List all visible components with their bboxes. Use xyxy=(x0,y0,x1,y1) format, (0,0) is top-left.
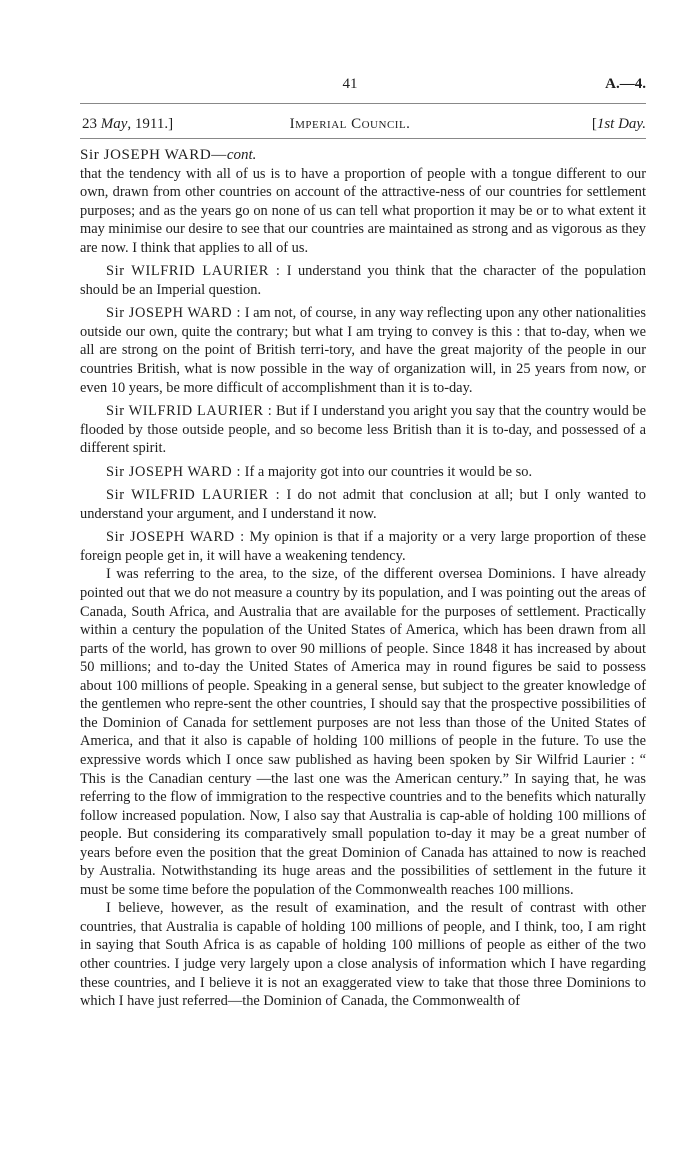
paragraph xyxy=(80,262,646,299)
header-council: Imperial Council. xyxy=(289,116,411,132)
header-rule-top xyxy=(80,103,646,104)
paragraph-text: My opinion is that if a majority or a very large proportion of these foreign people get in, it will have a weakening tendency. xyxy=(80,529,646,564)
speaker-name: Sir WILFRID LAURIER : xyxy=(106,263,281,280)
paragraph xyxy=(80,565,646,899)
paragraph-text: But if I understand you aright you say that the country would be flooded by those outside people, and so become less British than it is to-day, and possessed of a different spirit. xyxy=(80,403,647,457)
date-year: , 1911.] xyxy=(127,116,174,132)
speaker-name: Sir JOSEPH WARD : xyxy=(106,529,245,546)
paragraph xyxy=(80,463,646,482)
paragraph xyxy=(80,304,646,397)
header-day xyxy=(592,116,646,133)
paragraph xyxy=(80,486,646,523)
continued-speaker-heading xyxy=(80,146,646,165)
day-label: 1st Day. xyxy=(596,116,646,132)
date-day: 23 xyxy=(82,116,101,132)
header-rule-bottom xyxy=(80,138,646,139)
body-text xyxy=(80,146,646,1011)
continued-speaker: Sir JOSEPH WARD— xyxy=(80,147,227,163)
document-reference: A.—4. xyxy=(605,76,646,92)
speaker-name: Sir WILFRID LAURIER : xyxy=(106,403,273,420)
paragraph-text: I do not admit that conclusion at all; but I only wanted to understand your argument, and I understand it now. xyxy=(80,487,647,522)
paragraph xyxy=(80,165,646,258)
day-bracket: [ xyxy=(591,116,597,132)
page-number: 41 xyxy=(342,76,358,92)
continued-suffix: cont. xyxy=(226,147,257,163)
speaker-name: Sir JOSEPH WARD : xyxy=(106,305,242,322)
paragraph-text: I understand you think that the character of the population should be an Imperial question. xyxy=(80,263,646,298)
paragraph-text: If a majority got into our countries it would be so. xyxy=(241,463,533,480)
paragraph-text: I was referring to the area, to the size, of the different oversea Dominions. I have already pointed out that we do not measure a country by its population, and I was pointing out the areas of Canada, South Africa, and Australia that are available for the purposes of settlement. Practically within a century the population of the United States of America, which has been drawn from all parts of the world, has grown to over 90 millions of people. Since 1848 it has increased by about 50 millions; and to-day the United States of America may in round figures be said to possess about 100 millions of people. Speaking in a general sense, but subject to the greater knowledge of the gentlemen who repre-sent the other countries, I should say that the prospective possibilities of the Dominion of Canada for settlement purposes are not less than those of the United States of America, and that it also is capable of holding 100 millions of people in the future. To use the expressive words which I once saw published as having been spoken by Sir Wilfrid Laurier : “ This is the Canadian century —the last one was the American century.” In saying that, he was referring to the flow of immigration to the respective countries and to the benefits which naturally follow increased population. Now, I also say that Australia is cap-able of holding 100 millions of people. But considering its comparatively small population to-day it may be a great number of years before even the position that the great Dominion of Canada has attained to now is reached by Australia. Notwithstanding its huge areas and the possibilities of settlement in the future it must be some time before the population of the Commonwealth reaches 100 millions. xyxy=(80,566,646,898)
date-month: May xyxy=(100,116,128,132)
paragraph xyxy=(80,402,646,458)
paragraph xyxy=(80,528,646,565)
paragraph-text: I am not, of course, in any way reflecting upon any other nationalities outside our own, quite the contrary; but what I am trying to convey is this : that to-day, when we all are strong on the point of British terri-tory, and have the great majority of the people in our countries British, what is now possible in the way of organization will, in 25 years from now, or even 10 years, be more difficult of accomplishment than it is to-day. xyxy=(80,305,646,396)
paragraph-text: that the tendency with all of us is to have a proportion of people with a tongue different to our own, drawn from other countries on account of the attractive-ness of our countries for settlement purposes; and as the years go on none of us can tell what proportion it may be or to what extent it may minimise our desire to see that our countries are maintained as strong and as vigorous as they are now. I think that applies to all of us. xyxy=(80,165,646,256)
speaker-name: Sir JOSEPH WARD : xyxy=(106,463,242,480)
paragraph-text: I believe, however, as the result of examination, and the result of contrast with other countries, that Australia is capable of holding 100 millions of people, and I think, too, I am right in saying that South Africa is as capable of holding 100 millions of people as either of the two other countries. I judge very largely upon a close analysis of information which I have regarding these countries, and I believe it is not an exaggerated view to take that those three Dominions to which I have just referred—the Dominion of Canada, the Commonwealth of xyxy=(80,900,646,1010)
speaker-name: Sir WILFRID LAURIER : xyxy=(106,487,281,504)
paragraph xyxy=(80,899,646,1010)
